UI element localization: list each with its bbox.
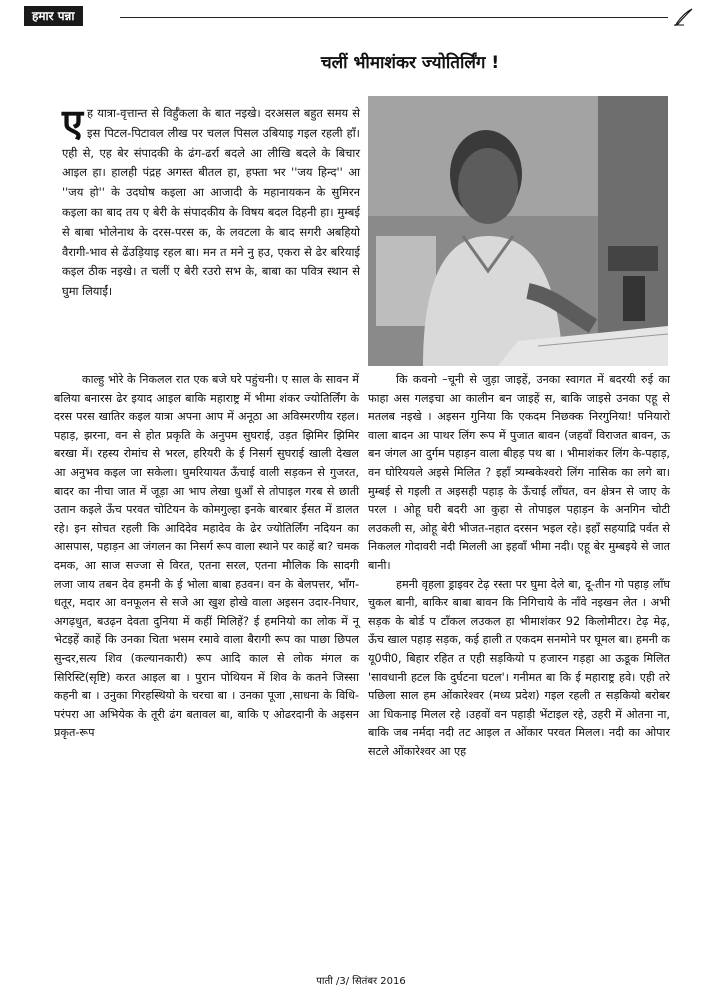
article-title: चलीं भीमाशंकर ज्योतिर्लिंग ! — [320, 53, 500, 73]
intro-text: ह यात्रा-वृत्तान्त से विर्हुँकला के बात नइखे। दरअसल बहुत समय से इस पिटल-पिटावल लीख पर चलल पिसल उबियाइ गइल रहली हाँ। एही से, एह बेर संपादकी के ढंग-ढर्रा बदले आ लीखि बदले के बिचार आइल हा। हालही पंद्रह अगस्त बीतल हा, हफ्ता भर ''जय हिन्द'' आ ''जय हो'' के उदघोष कइला आ आजादी के महानायकन के सुमिरन कइला का बाद तय ए बेरी के संपादकीय के विषय बदल दिहनी हा। मुम्बई से बाबा भोलेनाथ के दरस-परस क, के लवटला के बाद सगरी अबहियो वैरागी-भाव से ढेंउड़ियाइ रहल बा। मन त मने नु हउ, एकरा से ढेर बरियाई कइल ठीक नइखे। त चलीं ए बेरी रउरो सभ के, बाबा का पवित्र स्थान से घुमा लियाईं। — [62, 106, 360, 299]
article-intro — [62, 101, 360, 302]
article-column-left — [54, 371, 359, 743]
paragraph: कि कवनो –चूनी से जुड़ा जाइहें, उनका स्वागत में बदरयी रुई का फाहा अस गलइचा आ कालीन बन जाइहें स, बाकि जाइसे उनका एहू से मतलब नइखे । अइसन गुनिया कि एकदम निछक्क निरगुनिया! पनियारो वाला बादन आ पाथर लिंग रूप में पुजात बावन (जहवाँ विराजत बावन, ऊ बन जंगल आ दुर्गम पहाड़न वाला बीहड़ पथ बा । भीमाशंकर लिंग के-पहाड़, वन घोरिययले अइसे मिलित ? इहाँ त्र्यम्बकेश्वरो लिंग नासिक का लगे बा। मुम्बई से गइली त अइसही पहाड़ के ऊँचाई लाँघत, वन क्षेत्रन से जाए के परल । ओहू घरी बदरी आ कुहा से तोपाइल पहाड़न के अनगिन चोटी लउकली स, ओहू बेरी भीजत-नहात दरसन भइल रहे। इहाँ सहयाद्रि पर्वत से निकलल गोदावरी नदी मिलली आ इहवाँ भीमा नदी। एहू बेर मुम्बइये से जात बानी। — [368, 373, 670, 572]
drop-cap: ए — [62, 101, 84, 145]
section-tag: हमार पन्ना — [24, 6, 83, 26]
article-column-right — [368, 371, 670, 761]
author-photo — [368, 96, 668, 366]
header-rule — [120, 17, 668, 18]
page-header — [24, 6, 694, 28]
paragraph: काल्हु भोरे के निकलल रात एक बजे घरे पहुंचनी। ए साल के सावन में बलिया बनारस ढेर इयाद आइल बाकि महाराष्ट्र में भीमा शंकर ज्योतिर्लिंग के दरस परस खातिर कइल यात्रा अपना आप में अनूठा आ अविस्मरणीय रहल। पहाड़, झरना, वन से होत प्रकृति के अनुपम सुघराई, उड़त झिमिर झिमिर बरखा में। रहस्य रोमांच से भरल, हरियरी के ई निसर्ग सुघराई खाली देखल आ अनुभव कइल जा सकेला। घुमरियायत ऊँचाई वाली सड़कन से गुजरत, बादर का नीचा जात में जूड़ा आ भाप लेखा धुआँ से तोपाइल गरब से छाती उतान कइले ऊँच परवत चोटियन के कोमगुल्हा इनके बारबार ईसत में डालत रहे। इन सोचत रहली कि आदिदेव महादेव के ढेर ज्योतिर्लिंग नदियन का आसपास, पहाड़न आ जंगलन का निसर्ग रूप वाला स्थाने पर काहें बा? चमक दमक, आ साज सज्जा से विरत, एतना सरल, एतना मौलिक कि सादगी लजा जाय तबन देव हमनी के ई भोला बाबा हउवन। वन के बेलपत्तर, भाँग-धतूर, मदार आ वनफूलन से सजे आ खुश होखे वाला अइसन उदार-निघार, अगढ़धुत, बउढ़न देवता दुनिया में कहीं मिलिहें? ई हमनियो का लोक में नू भेटइहें काहें कि उनका चिता भसम रमावे वाला बैरागी रूप का पाछा छिपल सुन्दर,सत्य शिव (कल्यानकारी) रूप आदि काल से लोक मंगल क सिरिस्टि(सृष्टि) करत आइल बा । पुरान पोथियन में शिव के कतने जिस्सा कहनी बा । उनुका गिरहस्थियो के चरचा बा । उनका पूजा ,साधना के विधि-परंपरा आ अभियेक के तूरी ढंग बतावल बा, बाकि ए ओढरदानी के अइसन प्रकृत-रूप — [54, 373, 359, 740]
page-footer: पाती /3/ सितंबर 2016 — [316, 976, 406, 987]
quill-pen-icon — [672, 8, 694, 26]
paragraph: हमनी वृहला ड्राइवर टेढ़ रस्ता पर घुमा देले बा, दू-तीन गो पहाड़ लाँघ चुकल बानी, बाकिर बाबा बावन कि निगिचाये के नाँवे नइखन लेत । अभी सड़क के बोर्ड प टाँकल लउकल हा भीमाशंकर 92 किलोमीटर। टेढ़ मेढ़, ऊँच खाल पहाड़ सड़क, कई हाली त एकदम सनमोने पर घूमल बा। हमनी क यू0पी0, बिहार रहित त एही सड़कियो प हजारन गड़हा आ ऊडूक मिलित 'सावधानी हटल कि दुर्घटना घटल'। गनीमत बा कि ई महाराष्ट्र हवे। एही तरे पछिला साल हम ओंकारेश्वर (मध्य प्रदेश) गइल रहली त सड़कियो बरोबर आ धिकनाइ मिलल रहे ।उहवों वन पहाड़ी भेंटाइल रहे, उहरी में ओतना ना, बाकि जब नर्मदा नदी तट आइल त ओंकार परवत मिलल। नदी का ओपार सटले ओंकारेश्वर आ एह — [368, 577, 670, 758]
